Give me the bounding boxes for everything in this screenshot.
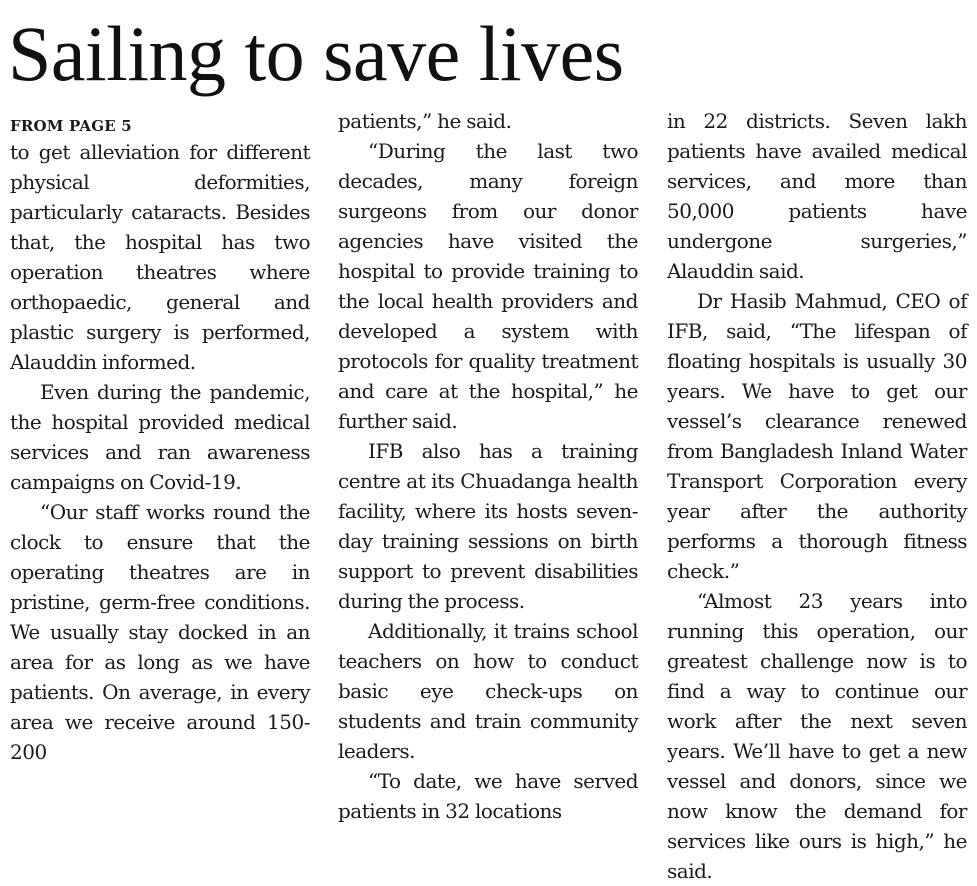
paragraph: “Our staff works round the clock to ensure that the operating theatres are in pristine, germ-free conditions. We usually stay docked in an area for as long as we have patients. On average, in every area we receive around 150-200 bbox=[10, 500, 310, 764]
article-column-1 bbox=[10, 117, 310, 767]
paragraph: to get alleviation for different physical deformities, particularly cataracts. Besides that, the hospital has two operation theatres where orthopaedic, general and plastic surgery is performed, Alauddin informed. bbox=[10, 140, 310, 374]
paragraph: in 22 districts. Seven lakh patients have availed medical services, and more than 50,000 patients have undergone surgeries,” Alauddin said. bbox=[667, 109, 967, 283]
paragraph: Additionally, it trains school teachers on how to conduct basic eye check-ups on students and train community leaders. bbox=[338, 619, 638, 763]
paragraph: “During the last two decades, many foreign surgeons from our donor agencies have visited the hospital to provide training to the local health providers and developed a system with protocols for quality treatment and care at the hospital,” he further said. bbox=[338, 139, 638, 433]
paragraph: Even during the pandemic, the hospital provided medical services and ran awareness campaigns on Covid-19. bbox=[10, 380, 310, 494]
paragraph: “Almost 23 years into running this operation, our greatest challenge now is to find a way to continue our work after the next seven years. We’ll have to get a new vessel and donors, since we now know the demand for services like ours is high,” he said. bbox=[667, 589, 967, 883]
headline: Sailing to save lives bbox=[8, 10, 624, 97]
continued-from-label: FROM PAGE 5 bbox=[10, 117, 132, 135]
paragraph: Dr Hasib Mahmud, CEO of IFB, said, “The lifespan of floating hospitals is usually 30 years. We have to get our vessel’s clearance renewed from Bangladesh Inland Water Transport Corporation every year after the authority performs a thorough fitness check.” bbox=[667, 289, 967, 583]
paragraph: patients,” he said. bbox=[338, 109, 512, 133]
article-column-3 bbox=[667, 106, 967, 886]
article-column-2 bbox=[338, 106, 638, 826]
paragraph: IFB also has a training centre at its Chuadanga health facility, where its hosts seven-day training sessions on birth support to prevent disabilities during the process. bbox=[338, 439, 638, 613]
paragraph: “To date, we have served patients in 32 locations bbox=[338, 769, 638, 823]
